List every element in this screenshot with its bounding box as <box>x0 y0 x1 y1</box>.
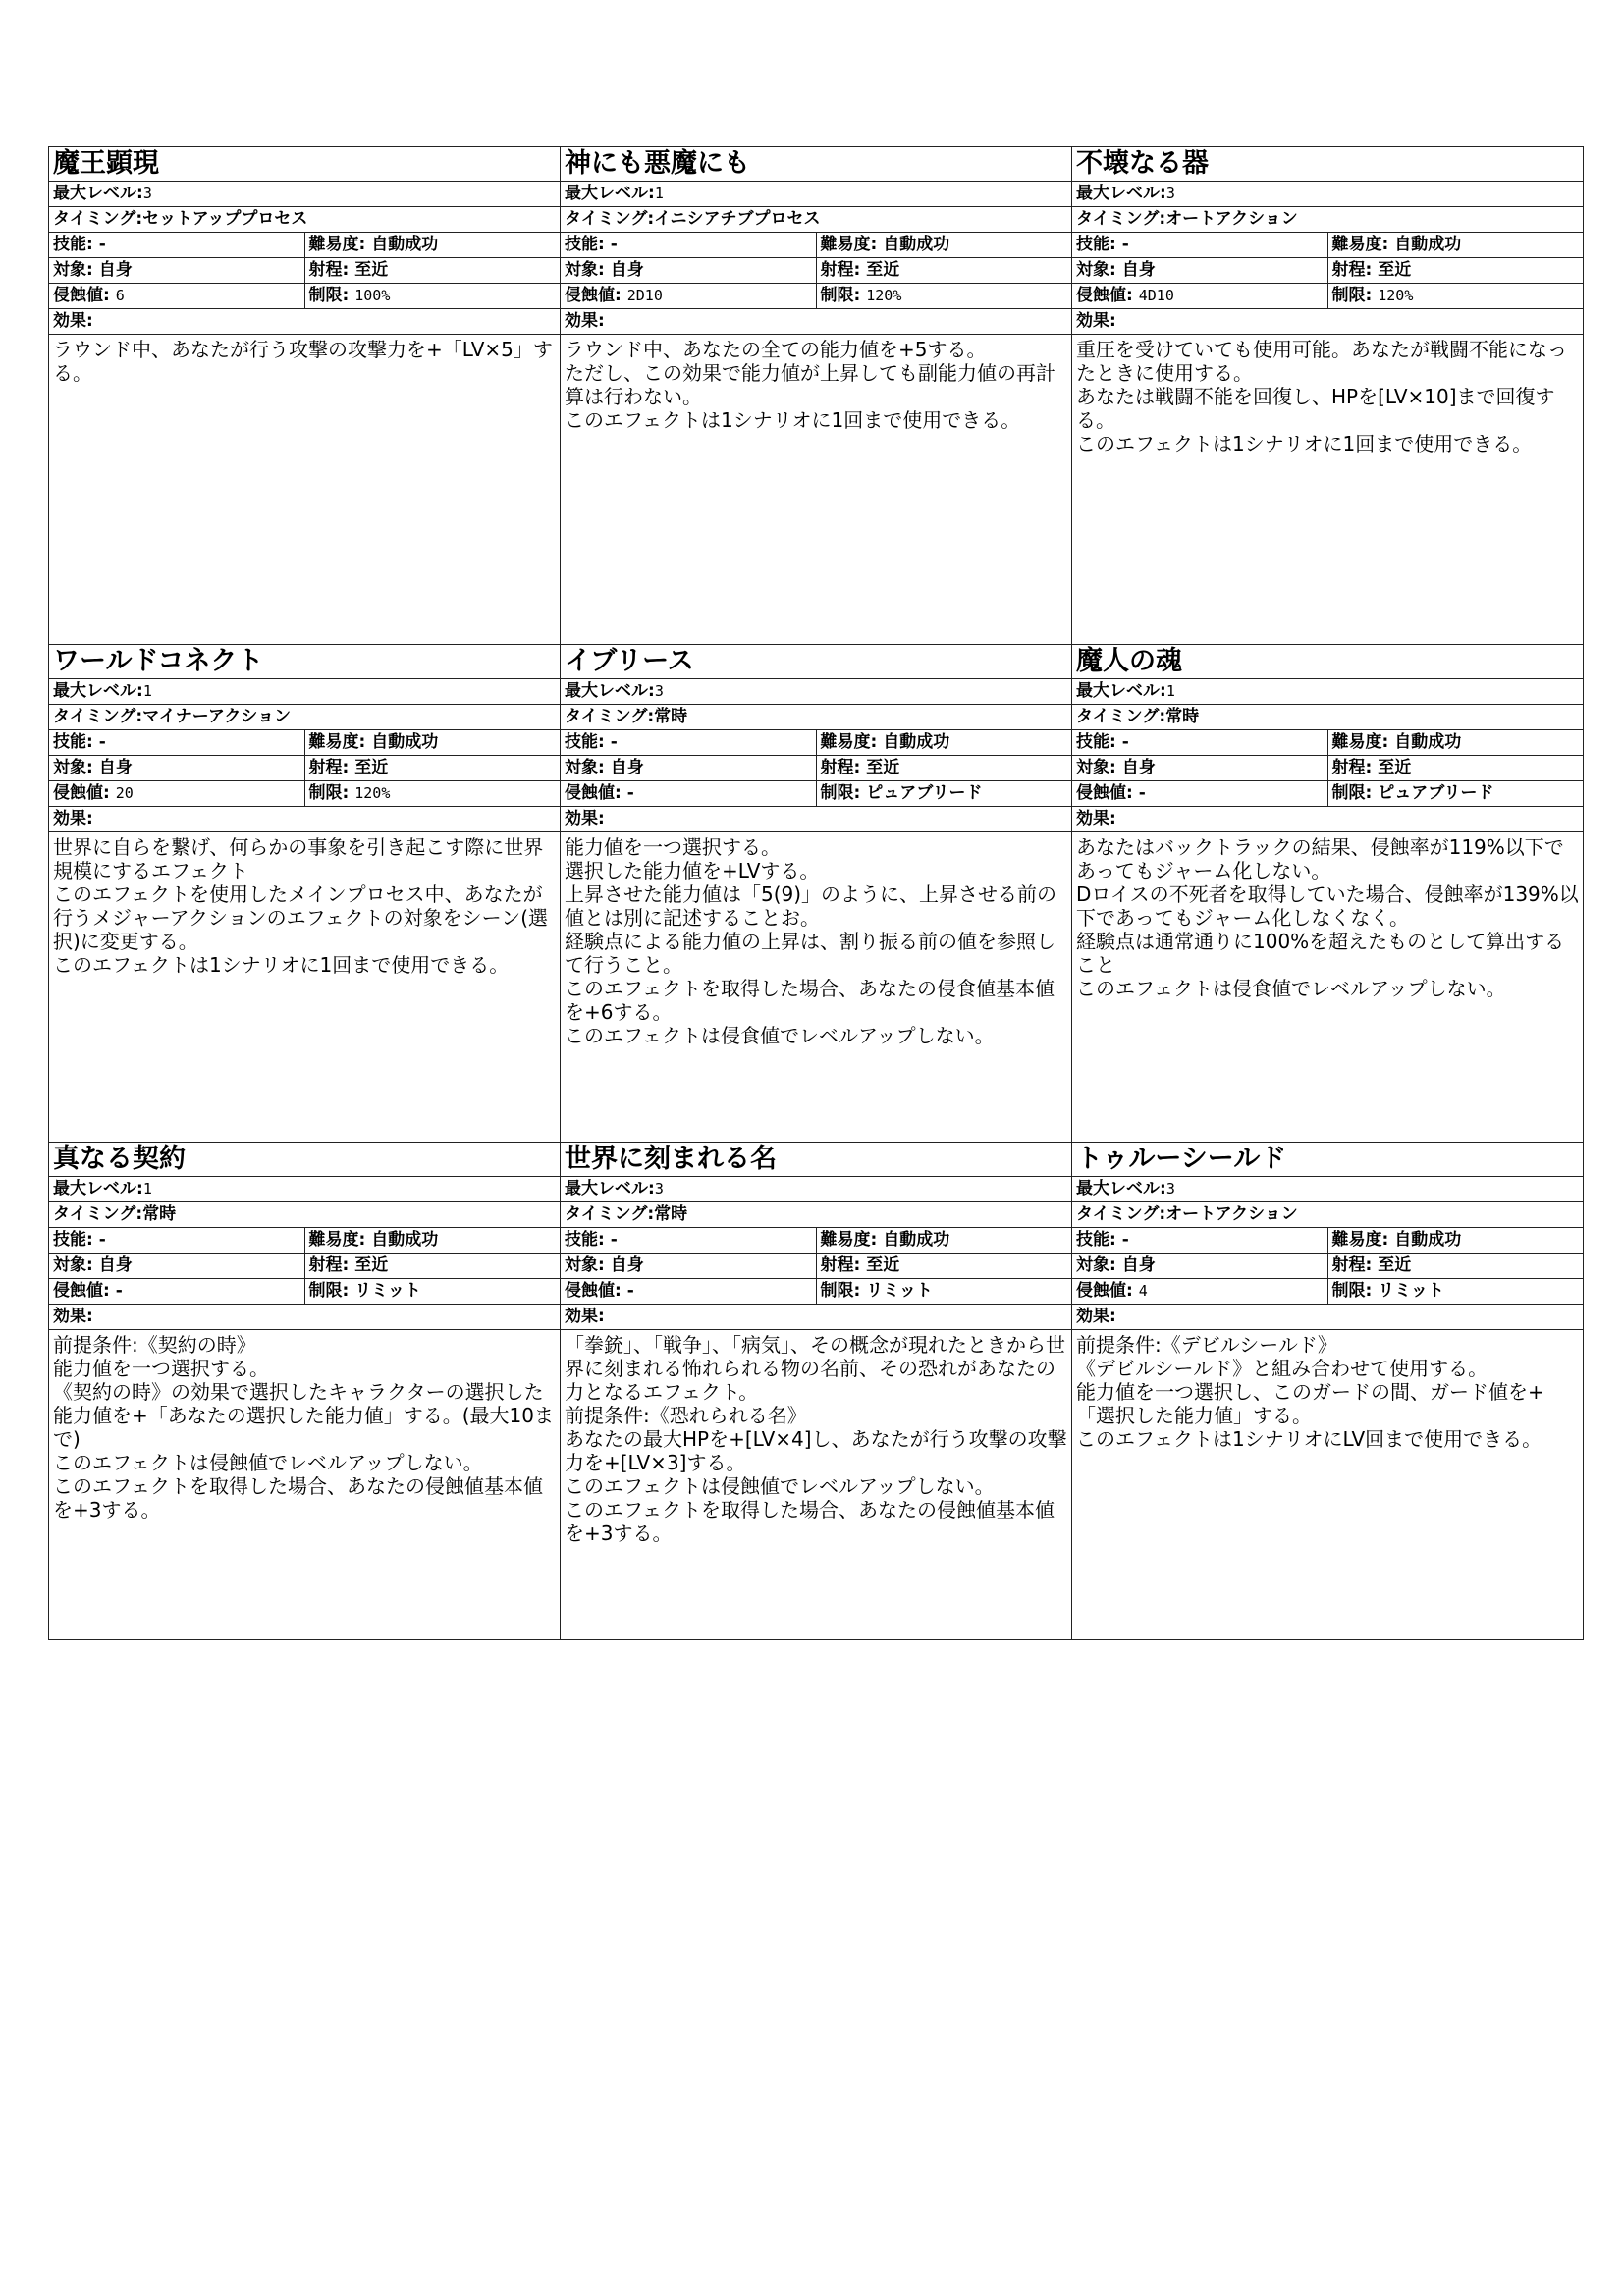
target-value: 自身 <box>610 260 644 280</box>
erosion-value: 6 <box>115 287 125 304</box>
erosion-value: 4 <box>1138 1282 1148 1300</box>
effect-card-table <box>561 645 1071 1142</box>
timing-label: タイミング: <box>565 1204 655 1224</box>
effect-text-line: このエフェクトは1シナリオに1回まで使用できる。 <box>1076 432 1533 455</box>
effect-label: 効果: <box>1072 1305 1583 1330</box>
sheet-row <box>49 645 1584 1143</box>
erosion-label: 侵蝕値: <box>1076 783 1133 803</box>
effect-card <box>49 1143 561 1640</box>
erosion-value: - <box>115 1281 123 1301</box>
effect-text <box>49 1330 560 1640</box>
timing-label: タイミング: <box>1076 707 1166 726</box>
skill-label: 技能: <box>565 1230 605 1250</box>
effect-text-line: このエフェクトは侵蝕値でレベルアップしない。 <box>53 1451 483 1474</box>
skill-value: - <box>610 1230 618 1250</box>
difficulty-label: 難易度: <box>1331 235 1389 254</box>
erosion-cell <box>1072 284 1327 309</box>
skill-cell <box>1072 730 1327 756</box>
difficulty-label: 難易度: <box>308 1230 366 1250</box>
difficulty-value: 自動成功 <box>371 235 439 254</box>
skill-value: - <box>1121 1230 1129 1250</box>
timing-row <box>49 705 560 730</box>
limit-value: ピュアブリード <box>1378 783 1494 803</box>
max-level-row <box>561 679 1071 705</box>
effect-text-line: 能力値を一つ選択する。 <box>53 1357 269 1380</box>
limit-value: ピュアブリード <box>866 783 983 803</box>
limit-cell <box>304 781 560 807</box>
effect-card <box>1072 147 1584 645</box>
effect-label: 効果: <box>1072 309 1583 335</box>
target-cell <box>1072 258 1327 284</box>
skill-label: 技能: <box>565 732 605 752</box>
effect-card <box>49 147 561 645</box>
effect-label: 効果: <box>49 1305 560 1330</box>
limit-cell <box>304 1279 560 1305</box>
effect-card <box>561 147 1072 645</box>
effect-card-table <box>1072 645 1583 1142</box>
difficulty-cell <box>1327 233 1583 258</box>
range-label: 射程: <box>308 1255 350 1275</box>
erosion-label: 侵蝕値: <box>53 783 110 803</box>
limit-label: 制限: <box>1331 783 1373 803</box>
effect-text-line: 重圧を受けていても使用可能。あなたが戦闘不能になったときに使用する。 <box>1076 338 1567 385</box>
effect-card-table <box>49 147 560 644</box>
skill-cell <box>561 1228 816 1254</box>
target-label: 対象: <box>1076 1255 1116 1275</box>
erosion-cell <box>561 1279 816 1305</box>
limit-value: 100% <box>354 287 391 304</box>
target-cell <box>561 1254 816 1279</box>
max-level-value: 1 <box>142 682 152 700</box>
timing-label: タイミング: <box>1076 209 1166 229</box>
limit-value: リミット <box>1378 1281 1444 1301</box>
skill-value: - <box>98 235 106 254</box>
limit-value: リミット <box>866 1281 933 1301</box>
effect-text-line: ラウンド中、あなたが行う攻撃の攻撃力を+「LV×5」する。 <box>53 338 553 385</box>
effect-label: 効果: <box>49 807 560 832</box>
effect-name: トゥルーシールド <box>1076 1144 1287 1174</box>
target-cell <box>561 258 816 284</box>
range-cell <box>816 1254 1071 1279</box>
skill-label: 技能: <box>1076 1230 1116 1250</box>
erosion-cell <box>561 284 816 309</box>
effect-text-line: このエフェクトを取得した場合、あなたの侵食値基本値を+6する。 <box>565 977 1055 1024</box>
effect-text-line: このエフェクトは侵食値でレベルアップしない。 <box>1076 977 1506 1000</box>
target-label: 対象: <box>53 260 93 280</box>
max-level-value: 3 <box>654 1180 664 1198</box>
limit-label: 制限: <box>308 1281 350 1301</box>
effect-text-line: 前提条件:《契約の時》 <box>53 1333 256 1357</box>
range-value: 至近 <box>1378 758 1412 777</box>
target-cell <box>1072 1254 1327 1279</box>
effect-text <box>561 832 1071 1143</box>
target-label: 対象: <box>53 758 93 777</box>
difficulty-label: 難易度: <box>820 235 878 254</box>
target-label: 対象: <box>565 1255 605 1275</box>
erosion-value: - <box>626 783 634 803</box>
target-label: 対象: <box>1076 260 1116 280</box>
timing-value: イニシアチブプロセス <box>654 209 821 229</box>
timing-row <box>561 705 1071 730</box>
limit-label: 制限: <box>1331 286 1373 305</box>
skill-value: - <box>610 732 618 752</box>
erosion-value: 2D10 <box>626 287 663 304</box>
effect-text-line: 能力値を一つ選択し、このガードの間、ガード値を+「選択した能力値」する。 <box>1076 1380 1544 1427</box>
limit-value: 120% <box>1378 287 1414 304</box>
erosion-label: 侵蝕値: <box>565 286 622 305</box>
limit-cell <box>1327 284 1583 309</box>
effect-card-table <box>1072 1143 1583 1639</box>
timing-label: タイミング: <box>565 707 655 726</box>
range-value: 至近 <box>866 1255 900 1275</box>
max-level-label: 最大レベル: <box>1076 184 1166 203</box>
range-cell <box>1327 1254 1583 1279</box>
difficulty-label: 難易度: <box>820 732 878 752</box>
limit-cell <box>1327 781 1583 807</box>
limit-cell <box>816 1279 1071 1305</box>
timing-label: タイミング: <box>565 209 655 229</box>
effect-label: 効果: <box>561 1305 1071 1330</box>
effect-text-line: ただし、この効果で能力値が上昇しても副能力値の再計算は行わない。 <box>565 361 1055 408</box>
effect-text <box>561 335 1071 645</box>
max-level-row <box>561 1177 1071 1202</box>
effect-text-line: 経験点は通常通りに100%を超えたものとして算出すること <box>1076 930 1565 977</box>
difficulty-value: 自動成功 <box>883 732 950 752</box>
limit-label: 制限: <box>820 1281 861 1301</box>
effect-label: 効果: <box>49 309 560 335</box>
effect-text-line: 「拳銃」、「戦争」、「病気」、その概念が現れたときから世界に刻まれる怖れられる物の名前、その恐れがあなたの力となるエフェクト。 <box>565 1333 1065 1404</box>
range-label: 射程: <box>820 260 861 280</box>
effect-label: 効果: <box>561 807 1071 832</box>
target-value: 自身 <box>98 260 133 280</box>
effect-text <box>49 335 560 645</box>
max-level-value: 3 <box>1165 1180 1175 1198</box>
skill-cell <box>49 233 304 258</box>
max-level-row <box>1072 679 1583 705</box>
skill-cell <box>561 233 816 258</box>
effect-card <box>1072 1143 1584 1640</box>
effect-text-line: ラウンド中、あなたの全ての能力値を+5する。 <box>565 338 987 361</box>
max-level-value: 3 <box>1165 185 1175 202</box>
effect-card-table <box>49 1143 560 1639</box>
timing-row <box>561 207 1071 233</box>
range-label: 射程: <box>308 758 350 777</box>
difficulty-cell <box>304 730 560 756</box>
target-label: 対象: <box>565 260 605 280</box>
erosion-label: 侵蝕値: <box>1076 286 1133 305</box>
max-level-row <box>49 182 560 207</box>
range-value: 至近 <box>354 758 389 777</box>
effect-name: ワールドコネクト <box>53 646 264 676</box>
effect-label: 効果: <box>1072 807 1583 832</box>
timing-value: オートアクション <box>1165 1204 1298 1224</box>
range-value: 至近 <box>866 758 900 777</box>
max-level-row <box>1072 1177 1583 1202</box>
difficulty-cell <box>1327 1228 1583 1254</box>
max-level-value: 1 <box>654 185 664 202</box>
range-cell <box>1327 756 1583 781</box>
difficulty-cell <box>304 233 560 258</box>
effect-name: 真なる契約 <box>53 1144 186 1174</box>
skill-cell <box>561 730 816 756</box>
sheet-row <box>49 1143 1584 1640</box>
max-level-label: 最大レベル: <box>565 184 655 203</box>
max-level-value: 3 <box>654 682 664 700</box>
limit-value: 120% <box>866 287 902 304</box>
target-cell <box>561 756 816 781</box>
skill-label: 技能: <box>565 235 605 254</box>
range-cell <box>1327 258 1583 284</box>
range-value: 至近 <box>354 260 389 280</box>
difficulty-value: 自動成功 <box>1394 732 1462 752</box>
effect-name: 魔王顕現 <box>53 148 159 179</box>
target-cell <box>1072 756 1327 781</box>
target-value: 自身 <box>1121 758 1156 777</box>
target-value: 自身 <box>98 1255 133 1275</box>
effect-card-table <box>561 1143 1071 1639</box>
effect-text-line: 選択した能力値を+LVする。 <box>565 859 820 882</box>
effect-label: 効果: <box>561 309 1071 335</box>
timing-label: タイミング: <box>53 1204 143 1224</box>
erosion-label: 侵蝕値: <box>565 783 622 803</box>
max-level-row <box>561 182 1071 207</box>
effect-card-table <box>49 645 560 1142</box>
skill-value: - <box>1121 732 1129 752</box>
limit-label: 制限: <box>820 286 861 305</box>
difficulty-value: 自動成功 <box>883 1230 950 1250</box>
effect-text-line: あなたの最大HPを+[LV×4]し、あなたが行う攻撃の攻撃力を+[LV×3]する。 <box>565 1427 1067 1474</box>
effect-sheet <box>48 146 1584 1640</box>
range-cell <box>816 258 1071 284</box>
target-value: 自身 <box>1121 1255 1156 1275</box>
timing-label: タイミング: <box>1076 1204 1166 1224</box>
difficulty-cell <box>816 730 1071 756</box>
effect-text-line: このエフェクトは1シナリオに1回まで使用できる。 <box>53 953 510 977</box>
skill-label: 技能: <box>1076 732 1116 752</box>
max-level-label: 最大レベル: <box>53 1179 143 1199</box>
effect-card <box>561 645 1072 1143</box>
target-value: 自身 <box>98 758 133 777</box>
skill-value: - <box>610 235 618 254</box>
effect-text-line: 《契約の時》の効果で選択したキャラクターの選択した能力値を+「あなたの選択した能力値」する。(最大10まで) <box>53 1380 555 1451</box>
max-level-label: 最大レベル: <box>1076 681 1166 701</box>
erosion-label: 侵蝕値: <box>53 1281 110 1301</box>
erosion-value: 4D10 <box>1138 287 1174 304</box>
effect-text-line: このエフェクトは1シナリオにLV回まで使用できる。 <box>1076 1427 1542 1451</box>
limit-cell <box>304 284 560 309</box>
difficulty-label: 難易度: <box>308 732 366 752</box>
erosion-label: 侵蝕値: <box>1076 1281 1133 1301</box>
effect-text-line: このエフェクトを取得した場合、あなたの侵蝕値基本値を+3する。 <box>53 1474 543 1522</box>
effect-text <box>1072 832 1583 1143</box>
limit-value: リミット <box>354 1281 421 1301</box>
effect-name: 神にも悪魔にも <box>565 148 750 179</box>
difficulty-value: 自動成功 <box>883 235 950 254</box>
range-value: 至近 <box>354 1255 389 1275</box>
timing-value: 常時 <box>654 1204 688 1224</box>
timing-label: タイミング: <box>53 209 143 229</box>
target-cell <box>49 756 304 781</box>
range-label: 射程: <box>1331 1255 1373 1275</box>
skill-value: - <box>1121 235 1129 254</box>
timing-value: オートアクション <box>1165 209 1298 229</box>
difficulty-label: 難易度: <box>308 235 366 254</box>
effect-text-line: Dロイスの不死者を取得していた場合、侵蝕率が139%以下であってもジャーム化しなくなく。 <box>1076 882 1579 930</box>
effect-text <box>1072 1330 1583 1640</box>
difficulty-value: 自動成功 <box>371 732 439 752</box>
target-label: 対象: <box>565 758 605 777</box>
effect-text-line: あなたは戦闘不能を回復し、HPを[LV×10]まで回復する。 <box>1076 385 1555 432</box>
effect-text-line: このエフェクトを取得した場合、あなたの侵蝕値基本値を+3する。 <box>565 1498 1055 1545</box>
effect-text-line: 前提条件:《恐れられる名》 <box>565 1404 807 1427</box>
target-value: 自身 <box>610 758 644 777</box>
limit-label: 制限: <box>1331 1281 1373 1301</box>
range-cell <box>304 1254 560 1279</box>
erosion-cell <box>1072 781 1327 807</box>
effect-text-line: 上昇させた能力値は「5(9)」のように、上昇させる前の値とは別に記述することお。 <box>565 882 1057 930</box>
timing-row <box>1072 705 1583 730</box>
erosion-cell <box>49 284 304 309</box>
effect-text-line: 経験点による能力値の上昇は、割り振る前の値を参照して行うこと。 <box>565 930 1055 977</box>
max-level-label: 最大レベル: <box>565 1179 655 1199</box>
difficulty-value: 自動成功 <box>371 1230 439 1250</box>
erosion-cell <box>1072 1279 1327 1305</box>
erosion-cell <box>561 781 816 807</box>
skill-cell <box>49 1228 304 1254</box>
target-label: 対象: <box>1076 758 1116 777</box>
skill-label: 技能: <box>53 235 93 254</box>
erosion-label: 侵蝕値: <box>565 1281 622 1301</box>
effect-text <box>561 1330 1071 1640</box>
range-value: 至近 <box>1378 1255 1412 1275</box>
difficulty-cell <box>816 1228 1071 1254</box>
limit-cell <box>816 284 1071 309</box>
timing-row <box>49 1202 560 1228</box>
limit-label: 制限: <box>820 783 861 803</box>
erosion-label: 侵蝕値: <box>53 286 110 305</box>
erosion-cell <box>49 781 304 807</box>
max-level-value: 1 <box>142 1180 152 1198</box>
effect-text-line: このエフェクトは侵食値でレベルアップしない。 <box>565 1024 995 1047</box>
max-level-row <box>49 1177 560 1202</box>
timing-row <box>561 1202 1071 1228</box>
skill-label: 技能: <box>53 1230 93 1250</box>
difficulty-label: 難易度: <box>1331 732 1389 752</box>
erosion-value: 20 <box>115 784 134 802</box>
effect-name: イブリース <box>565 646 694 676</box>
timing-value: セットアッププロセス <box>142 209 308 229</box>
range-label: 射程: <box>820 1255 861 1275</box>
effect-text-line: 《デビルシールド》と組み合わせて使用する。 <box>1076 1357 1488 1380</box>
skill-value: - <box>98 1230 106 1250</box>
difficulty-value: 自動成功 <box>1394 1230 1462 1250</box>
skill-cell <box>1072 233 1327 258</box>
target-value: 自身 <box>610 1255 644 1275</box>
difficulty-label: 難易度: <box>1331 1230 1389 1250</box>
difficulty-cell <box>304 1228 560 1254</box>
effect-text-line: このエフェクトは侵蝕値でレベルアップしない。 <box>565 1474 995 1498</box>
effect-card-table <box>1072 147 1583 644</box>
range-value: 至近 <box>866 260 900 280</box>
max-level-label: 最大レベル: <box>565 681 655 701</box>
effect-text <box>1072 335 1583 645</box>
effect-text-line: このエフェクトは1シナリオに1回まで使用できる。 <box>565 408 1021 432</box>
range-value: 至近 <box>1378 260 1412 280</box>
range-cell <box>816 756 1071 781</box>
timing-row <box>1072 207 1583 233</box>
skill-label: 技能: <box>1076 235 1116 254</box>
skill-label: 技能: <box>53 732 93 752</box>
timing-value: 常時 <box>1165 707 1200 726</box>
range-cell <box>304 258 560 284</box>
skill-cell <box>49 730 304 756</box>
limit-cell <box>1327 1279 1583 1305</box>
timing-value: 常時 <box>654 707 688 726</box>
difficulty-label: 難易度: <box>820 1230 878 1250</box>
timing-row <box>1072 1202 1583 1228</box>
timing-value: マイナーアクション <box>142 707 292 726</box>
max-level-row <box>49 679 560 705</box>
target-value: 自身 <box>1121 260 1156 280</box>
limit-cell <box>816 781 1071 807</box>
effect-text <box>49 832 560 1143</box>
target-cell <box>49 1254 304 1279</box>
limit-value: 120% <box>354 784 391 802</box>
max-level-value: 3 <box>142 185 152 202</box>
erosion-value: - <box>1138 783 1146 803</box>
difficulty-value: 自動成功 <box>1394 235 1462 254</box>
erosion-value: - <box>626 1281 634 1301</box>
effect-text-line: このエフェクトを使用したメインプロセス中、あなたが行うメジャーアクションのエフェクトの対象をシーン(選択)に変更する。 <box>53 882 549 953</box>
effect-card <box>1072 645 1584 1143</box>
difficulty-cell <box>1327 730 1583 756</box>
limit-label: 制限: <box>308 783 350 803</box>
max-level-label: 最大レベル: <box>53 184 143 203</box>
skill-cell <box>1072 1228 1327 1254</box>
max-level-label: 最大レベル: <box>53 681 143 701</box>
timing-label: タイミング: <box>53 707 143 726</box>
max-level-row <box>1072 182 1583 207</box>
range-label: 射程: <box>1331 758 1373 777</box>
range-cell <box>304 756 560 781</box>
max-level-label: 最大レベル: <box>1076 1179 1166 1199</box>
effect-card <box>561 1143 1072 1640</box>
effect-card-table <box>561 147 1071 644</box>
effect-text-line: あなたはバックトラックの結果、侵蝕率が119%以下であってもジャーム化しない。 <box>1076 835 1564 882</box>
sheet-row <box>49 147 1584 645</box>
effect-text-line: 能力値を一つ選択する。 <box>565 835 781 859</box>
target-cell <box>49 258 304 284</box>
target-label: 対象: <box>53 1255 93 1275</box>
effect-text-line: 世界に自らを繋げ、何らかの事象を引き起こす際に世界規模にするエフェクト <box>53 835 544 882</box>
max-level-value: 1 <box>1165 682 1175 700</box>
timing-value: 常時 <box>142 1204 177 1224</box>
difficulty-cell <box>816 233 1071 258</box>
effect-card <box>49 645 561 1143</box>
erosion-cell <box>49 1279 304 1305</box>
limit-label: 制限: <box>308 286 350 305</box>
timing-row <box>49 207 560 233</box>
range-label: 射程: <box>1331 260 1373 280</box>
effect-name: 世界に刻まれる名 <box>565 1144 777 1174</box>
range-label: 射程: <box>820 758 861 777</box>
effect-name: 不壊なる器 <box>1076 148 1209 179</box>
effect-name: 魔人の魂 <box>1076 646 1182 676</box>
skill-value: - <box>98 732 106 752</box>
range-label: 射程: <box>308 260 350 280</box>
effect-text-line: 前提条件:《デビルシールド》 <box>1076 1333 1337 1357</box>
